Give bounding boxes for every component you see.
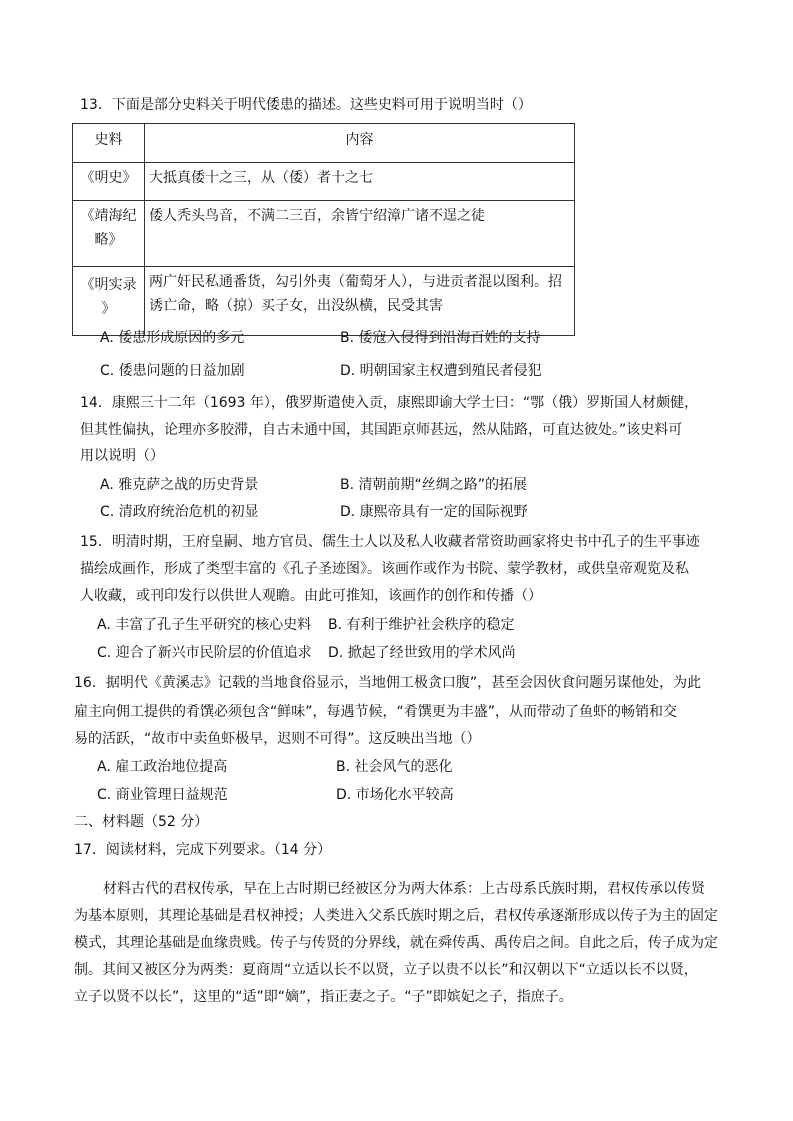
q16-line: 16．据明代《黄溪志》记载的当地食俗显示，当地佣工极贪口腹”，甚至会因伙食问题另谋他处，为此 (74, 675, 702, 691)
option-c: C. 迎合了新兴市民阶层的价值追求 (97, 645, 312, 661)
q15-line: 描绘成画作，形成了类型丰富的《孔子圣迹图》。该画作或作为书院、蒙学教材，或供皇帝观览及私 (80, 561, 689, 577)
content-line: 诱亡命，略（掠）买子女，出没纵横，民受其害 (149, 298, 443, 314)
option-b: B. 社会风气的恶化 (336, 759, 453, 775)
q17-stem: 17．阅读材料，完成下列要求。（14 分） (74, 842, 332, 858)
material-line: 制。其间又被区分为两类：夏商周“立适以长不以贤，立子以贵不以长”和汉朝以下“立适以长不以贤， (74, 962, 698, 978)
source-cell (73, 201, 145, 267)
q15-line: 15．明清时期，王府皇嗣、地方官员、儒生士人以及私人收藏者常资助画家将史书中孔子的生平事迹 (80, 534, 700, 550)
option-d: D. 市场化水平较高 (336, 787, 454, 803)
material-line: 立子以贤不以长”，这里的“适”即“嫡”，指正妻之子。“子”即嫔妃之子，指庶子。 (74, 989, 573, 1005)
option-c: C. 倭患问题的日益加剧 (100, 363, 245, 379)
material-line: 模式，其理论基础是血缘贵贱。传子与传贤的分界线，就在舜传禹、禹传启之间。自此之后，传子成为定 (74, 935, 718, 951)
q14-line: 但其性偏执，论理亦多胶滞，自古未通中国，其国距京师甚远，然从陆路，可直达彼处。”该史料可 (80, 422, 683, 438)
content-cell (145, 267, 575, 336)
option-c: C. 清政府统治危机的初显 (100, 504, 259, 520)
option-b: B. 有利于维护社会秩序的稳定 (328, 617, 515, 633)
option-a: A. 倭患形成原因的多元 (100, 330, 245, 346)
q14-line: 14．康熙三十二年（1693 年），俄罗斯遣使入贡，康熙即谕大学士曰：“鄂（俄）罗斯国人材颇健， (80, 395, 699, 411)
content-cell: 大抵真倭十之三，从（倭）者十之七 (145, 163, 575, 201)
q13-stem: 13．下面是部分史料关于明代倭患的描述。这些史料可用于说明当时（） (80, 97, 532, 113)
option-b: B. 清朝前期“丝绸之路”的拓展 (340, 477, 528, 493)
table-row (73, 201, 575, 267)
q16-line: 雇主向佣工提供的肴馔必须包含“鲜味”，每遇节候，“肴馔更为丰盛”，从而带动了鱼虾的畅销和交 (74, 704, 678, 720)
source-cell: 《明史》 (73, 163, 145, 201)
table-row (73, 163, 575, 201)
option-a: A. 丰富了孔子生平研究的核心史料 (97, 617, 312, 633)
source-line: 《靖海纪 (80, 208, 137, 224)
option-a: A. 雅克萨之战的历史背景 (100, 477, 259, 493)
material-line: 为基本原则，其理论基础是君权神授；人类进入父系氏族时期之后，君权传承逐渐形成以传子为主的固定 (74, 908, 718, 924)
option-c: C. 商业管理日益规范 (97, 787, 228, 803)
q13-source-table (72, 123, 575, 336)
section-heading: 二、材料题（52 分） (74, 814, 209, 830)
content-line: 两广奸民私通番货，勾引外夷（葡萄牙人），与进贡者混以图利。招 (149, 274, 562, 290)
option-d: D. 康熙帝具有一定的国际视野 (340, 504, 528, 520)
q16-line: 易的活跃，“故市中卖鱼虾极早，迟则不可得”。这反映出当地（） (74, 731, 481, 747)
q14-line: 用以说明（） (80, 448, 164, 464)
source-line: 》 (101, 301, 116, 317)
table-header-source: 史料 (73, 124, 145, 163)
option-d: D. 明朝国家主权遭到殖民者侵犯 (340, 363, 542, 379)
table-row (73, 267, 575, 336)
source-cell (73, 267, 145, 336)
material-line: 材料古代的君权传承，早在上古时期已经被区分为两大体系：上古母系氏族时期，君权传承以传贤 (103, 881, 705, 897)
option-d: D. 掀起了经世致用的学术风尚 (328, 645, 516, 661)
source-line: 略》 (94, 232, 123, 248)
content-cell: 倭人秃头鸟音，不满二三百，余皆宁绍漳广诸不逞之徒 (145, 201, 575, 267)
source-line: 《明实录 (80, 277, 137, 293)
table-header-content: 内容 (145, 124, 575, 163)
option-b: B. 倭寇入侵得到沿海百姓的支持 (340, 330, 541, 346)
q15-line: 人收藏，或刊印发行以供世人观瞻。由此可推知，该画作的创作和传播（） (80, 588, 542, 604)
option-a: A. 雇工政治地位提高 (97, 759, 228, 775)
